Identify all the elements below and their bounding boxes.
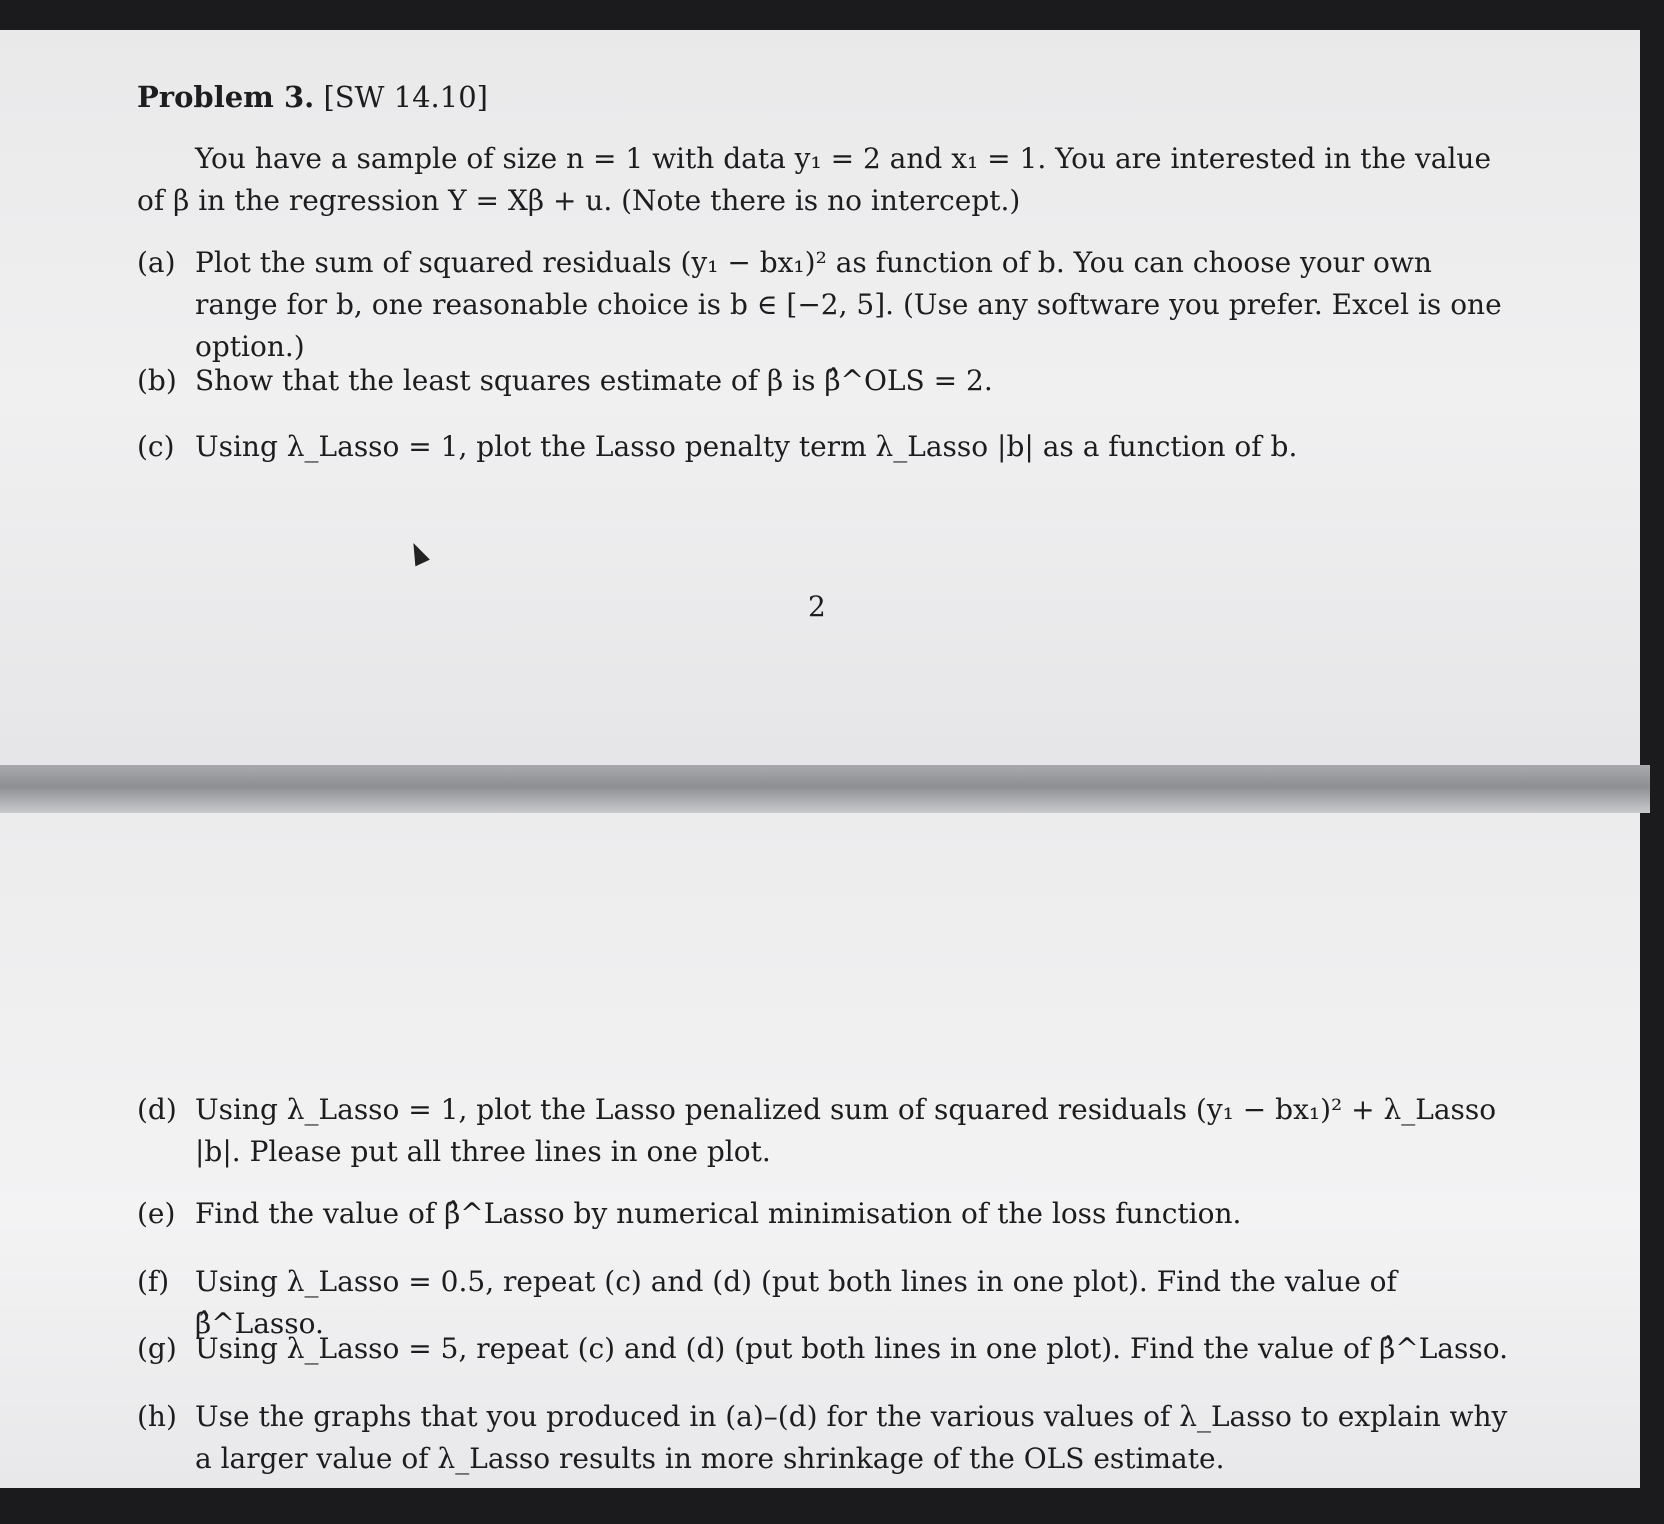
item-label: (g) <box>137 1332 177 1365</box>
item-e <box>137 1193 1517 1235</box>
item-label: (d) <box>137 1093 177 1126</box>
problem-heading <box>137 80 488 114</box>
problem-title: Problem 3. <box>137 80 315 114</box>
page-number: 2 <box>808 590 826 623</box>
item-label: (c) <box>137 430 175 463</box>
item-text: Using λ_Lasso = 1, plot the Lasso penalized sum of squared residuals (y₁ − bx₁)² + λ_Lasso |b|. Please put all three lines in one plot. <box>195 1093 1497 1168</box>
mouse-cursor-icon <box>406 540 430 567</box>
item-label: (f) <box>137 1265 170 1298</box>
item-label: (e) <box>137 1197 176 1230</box>
page-divider <box>0 765 1650 813</box>
item-text: Use the graphs that you produced in (a)–(d) for the various values of λ_Lasso to explain why a larger value of λ_Lasso results in more shrinkage of the OLS estimate. <box>195 1400 1508 1475</box>
item-label: (b) <box>137 364 177 397</box>
item-g <box>137 1328 1517 1370</box>
item-label: (a) <box>137 246 176 279</box>
item-text: Plot the sum of squared residuals (y₁ − bx₁)² as function of b. You can choose your own range for b, one reasonable choice is b ∈ [−2, 5]. (Use any software you prefer. Excel is one option.) <box>195 246 1502 363</box>
problem-intro: You have a sample of size n = 1 with data y₁ = 2 and x₁ = 1. You are interested in the value of β in the regression Y = Xβ + u. (Note there is no intercept.) <box>137 142 1492 217</box>
item-label: (h) <box>137 1400 177 1433</box>
item-text: Find the value of β̂^Lasso by numerical minimisation of the loss function. <box>195 1197 1242 1230</box>
item-a <box>137 242 1517 368</box>
item-text: Using λ_Lasso = 0.5, repeat (c) and (d) (put both lines in one plot). Find the value of β̂^Lasso. <box>195 1265 1397 1340</box>
item-text: Using λ_Lasso = 5, repeat (c) and (d) (put both lines in one plot). Find the value of β̂^Lasso. <box>195 1332 1509 1365</box>
item-b <box>137 360 1517 402</box>
page-bottom <box>0 813 1640 1488</box>
item-c <box>137 426 1517 468</box>
item-d <box>137 1089 1517 1173</box>
item-text: Show that the least squares estimate of β is β̂^OLS = 2. <box>195 364 993 397</box>
item-h <box>137 1396 1517 1480</box>
page-top <box>0 30 1640 765</box>
item-text: Using λ_Lasso = 1, plot the Lasso penalty term λ_Lasso |b| as a function of b. <box>195 430 1298 463</box>
problem-source: [SW 14.10] <box>323 80 488 114</box>
